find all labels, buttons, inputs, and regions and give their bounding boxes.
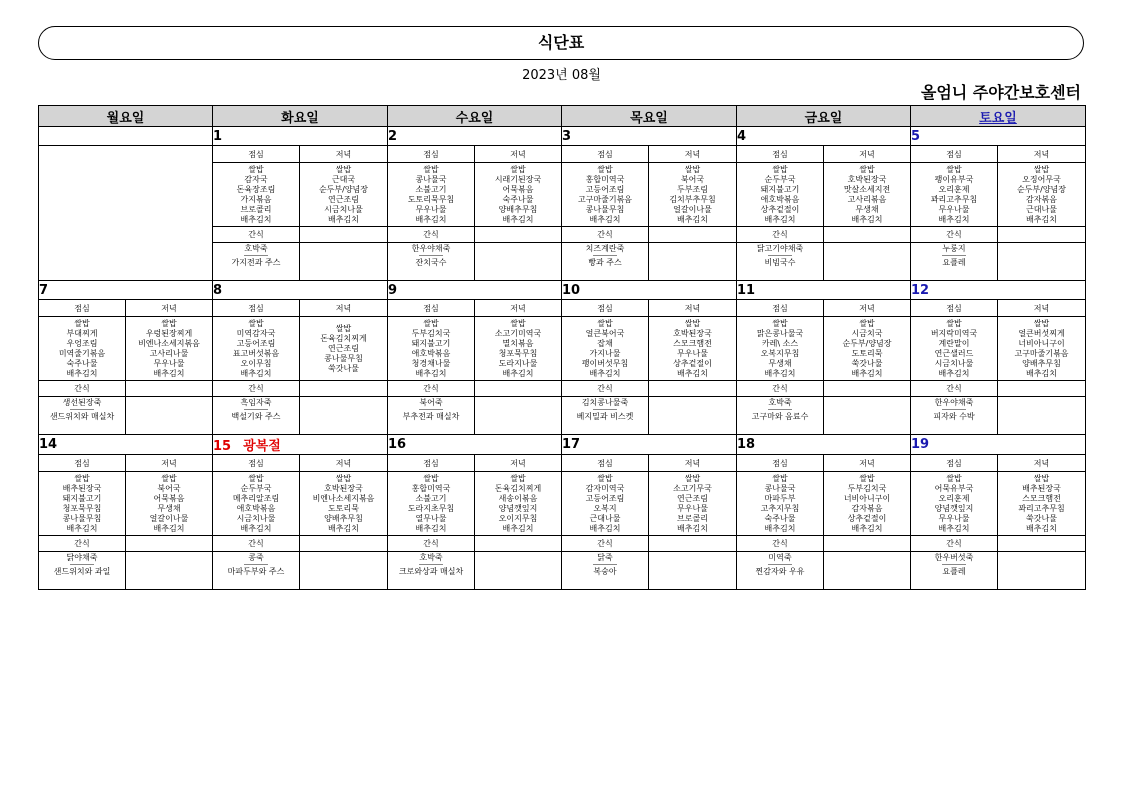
- snack-item-2: 빵과 주스: [588, 258, 622, 267]
- snack-label: 간식: [737, 536, 824, 552]
- snack-label: 간식: [39, 381, 126, 397]
- lunch-label: 점심: [213, 455, 300, 472]
- dinner-menu: 쌀밥 북어국 어묵볶음 무생채 얼갈이나물 배추김치: [126, 472, 213, 536]
- lunch-label: 점심: [213, 300, 300, 317]
- dinner-label: 저녁: [998, 300, 1086, 317]
- date-number: 11: [737, 282, 756, 298]
- date-number: 4: [737, 128, 747, 144]
- dinner-menu: 쌀밥 배추된장국 스모크햄전 꽈리고추무침 쑥갓나물 배추김치: [998, 472, 1086, 536]
- dinner-menu: 쌀밥 호박된장국 스모크햄전 무우나물 상추겉절이 배추김치: [649, 317, 737, 381]
- snack-item-2: 요플레: [942, 567, 966, 576]
- snack-label-blank: [300, 536, 388, 552]
- meal-row: [39, 317, 1086, 381]
- snack-label: 간식: [39, 536, 126, 552]
- snack-item-1: 치즈계란죽: [585, 244, 625, 253]
- weekday-header: 목요일: [562, 106, 737, 127]
- snack-label: 간식: [911, 536, 998, 552]
- dinner-label: 저녁: [300, 300, 388, 317]
- snack-item-2: 크로와상과 매실차: [398, 567, 464, 576]
- dinner-menu: 쌀밥 근대국 순두부/양념장 연근조림 시금치나물 배추김치: [300, 163, 388, 227]
- snack-item-2: 비빔국수: [764, 258, 796, 267]
- snack-item-1: 호박죽: [244, 244, 268, 253]
- date-cell: [39, 127, 213, 146]
- lunch-menu: 쌀밥 미역감자국 고등어조림 표고버섯볶음 오이무침 배추김치: [213, 317, 300, 381]
- snack-blank: [126, 397, 213, 435]
- snack-menu: [911, 552, 998, 590]
- lunch-label: 점심: [39, 300, 126, 317]
- snack-menu: [39, 552, 126, 590]
- menu-table: [38, 105, 1086, 590]
- snack-label-blank: [824, 381, 911, 397]
- date-cell: [562, 435, 737, 455]
- date-number: 1: [213, 128, 223, 144]
- snack-menu: [388, 552, 475, 590]
- date-number: 16: [388, 437, 407, 452]
- snack-label: 간식: [388, 536, 475, 552]
- snack-menu: [911, 397, 998, 435]
- dinner-label: 저녁: [824, 300, 911, 317]
- snack-item-2: 부추전과 매실차: [402, 412, 460, 421]
- snack-blank: [649, 552, 737, 590]
- date-number: 9: [388, 282, 398, 298]
- dinner-label: 저녁: [824, 146, 911, 163]
- dinner-menu: 쌀밥 돈육김치찌게 연근조림 콩나물무침 쑥갓나물: [300, 317, 388, 381]
- snack-item-1: 호박죽: [419, 553, 443, 562]
- lunch-menu: 쌀밥 부대찌게 우엉조림 미역줄기볶음 숙주나물 배추김치: [39, 317, 126, 381]
- snack-label-blank: [649, 381, 737, 397]
- snack-menu: [39, 397, 126, 435]
- snack-label: 간식: [737, 381, 824, 397]
- snack-label-blank: [998, 536, 1086, 552]
- lunch-label: 점심: [388, 146, 475, 163]
- snack-blank: [824, 243, 911, 281]
- date-number: 8: [213, 282, 223, 298]
- weekday-header: 수요일: [388, 106, 562, 127]
- snack-menu: [213, 243, 300, 281]
- weekday-header: 금요일: [737, 106, 911, 127]
- snack-item-2: 복숭아: [593, 567, 617, 576]
- weekday-header-row: [39, 106, 1086, 127]
- weekday-header: 화요일: [213, 106, 388, 127]
- lunch-label: 점심: [911, 300, 998, 317]
- lunch-menu: 쌀밥 버지락미역국 계란말이 연근샐러드 시금치나물 배추김치: [911, 317, 998, 381]
- holiday-label: 광복절: [243, 439, 281, 454]
- snack-item-1: 생선된장죽: [62, 398, 102, 407]
- snack-item-1: 호박죽: [768, 398, 792, 407]
- snack-item-1: 흑임자죽: [240, 398, 272, 407]
- snack-blank: [475, 397, 562, 435]
- snack-label: 간식: [737, 227, 824, 243]
- snack-label-blank: [475, 381, 562, 397]
- lunch-menu: 쌀밥 콩나물국 마파두부 고추지무침 숙주나물 배추김치: [737, 472, 824, 536]
- date-number: 14: [39, 437, 58, 452]
- lunch-label: 점심: [562, 455, 649, 472]
- snack-item-1: 닭야채죽: [66, 553, 98, 562]
- date-cell: [388, 435, 562, 455]
- snack-item-1: 한우야채죽: [934, 398, 974, 407]
- weekday-header: 토요일: [911, 106, 1086, 127]
- meal-label-row: [39, 455, 1086, 472]
- snack-menu: [562, 397, 649, 435]
- dinner-menu: 쌀밥 얼큰버섯찌게 너비아니구이 고구마줄기볶음 양배추무침 배추김치: [998, 317, 1086, 381]
- dinner-menu: 쌀밥 호박된장국 비엔나소세지볶음 도토리묵 양배추무침 배추김치: [300, 472, 388, 536]
- snack-row: [39, 552, 1086, 590]
- empty-cell: [39, 146, 213, 281]
- snack-label-blank: [649, 536, 737, 552]
- date-number: 10: [562, 282, 581, 298]
- snack-item-2: 요플레: [942, 258, 966, 267]
- snack-menu: [737, 243, 824, 281]
- dinner-menu: 쌀밥 소고기무국 연근조림 무우나물 브로콜리 배추김치: [649, 472, 737, 536]
- snack-blank: [649, 243, 737, 281]
- lunch-label: 점심: [737, 300, 824, 317]
- lunch-menu: 쌀밥 배추된장국 돼지불고기 청포묵무침 콩나물무침 배추김치: [39, 472, 126, 536]
- month-label: 2023년 08월: [522, 68, 601, 83]
- dinner-label: 저녁: [649, 455, 737, 472]
- lunch-label: 점심: [388, 455, 475, 472]
- snack-item-1: 한우야채죽: [411, 244, 451, 253]
- lunch-label: 점심: [39, 455, 126, 472]
- page-title: 식단표: [38, 26, 1084, 60]
- lunch-menu: 쌀밥 감자미역국 고등어조림 오복지 근대나물 배추김치: [562, 472, 649, 536]
- snack-item-1: 닭고기야채죽: [756, 244, 804, 253]
- snack-item-2: 고구마와 음료수: [751, 412, 809, 421]
- date-cell: [562, 281, 737, 300]
- dinner-label: 저녁: [998, 146, 1086, 163]
- snack-label-blank: [300, 381, 388, 397]
- lunch-label: 점심: [911, 455, 998, 472]
- snack-menu: [562, 243, 649, 281]
- meal-label-row: [39, 300, 1086, 317]
- snack-item-2: 베지밀과 비스켓: [576, 412, 634, 421]
- lunch-menu: 쌀밥 순두부국 돼지불고기 애호박볶음 상추겉절이 배추김치: [737, 163, 824, 227]
- date-cell: [213, 435, 388, 455]
- date-cell: [911, 281, 1086, 300]
- snack-item-2: 백설기와 주스: [231, 412, 281, 421]
- snack-label-blank: [475, 227, 562, 243]
- snack-menu: [213, 552, 300, 590]
- snack-label: 간식: [213, 227, 300, 243]
- date-number: 12: [911, 282, 930, 298]
- snack-menu: [911, 243, 998, 281]
- date-number: 17: [562, 437, 581, 452]
- dinner-label: 저녁: [649, 300, 737, 317]
- lunch-label: 점심: [911, 146, 998, 163]
- date-cell: [737, 435, 911, 455]
- lunch-label: 점심: [213, 146, 300, 163]
- snack-label-blank: [998, 381, 1086, 397]
- snack-menu: [388, 397, 475, 435]
- snack-blank: [475, 552, 562, 590]
- snack-blank: [300, 552, 388, 590]
- dinner-menu: 쌀밥 북어국 두부조림 김치부추무침 얼갈이나물 배추김치: [649, 163, 737, 227]
- snack-label: 간식: [911, 381, 998, 397]
- dinner-menu: 쌀밥 두부김치국 너비아니구이 감자볶음 상추겉절이 배추김치: [824, 472, 911, 536]
- dinner-label: 저녁: [649, 146, 737, 163]
- dinner-menu: 쌀밥 돈육김치찌게 새송이볶음 양념깻잎지 오이지무침 배추김치: [475, 472, 562, 536]
- snack-row: [39, 397, 1086, 435]
- lunch-menu: 쌀밥 홍합미역국 소불고기 도라지초무침 열무나물 배추김치: [388, 472, 475, 536]
- snack-label-blank: [126, 536, 213, 552]
- snack-item-2: 샌드위치와 매실차: [49, 412, 115, 421]
- snack-label-blank: [998, 227, 1086, 243]
- snack-menu: [737, 397, 824, 435]
- date-row: [39, 435, 1086, 455]
- snack-label: 간식: [911, 227, 998, 243]
- dinner-label: 저녁: [126, 455, 213, 472]
- date-row: [39, 281, 1086, 300]
- snack-item-1: 닭죽: [597, 553, 613, 562]
- snack-label: 간식: [562, 381, 649, 397]
- dinner-menu: 쌀밥 시래기된장국 어묵볶음 숙주나물 양배추무침 배추김치: [475, 163, 562, 227]
- meal-label-row: [39, 146, 1086, 163]
- snack-blank: [998, 552, 1086, 590]
- lunch-menu: 쌀밥 순두부국 메추리알조림 애호박볶음 시금치나물 배추김치: [213, 472, 300, 536]
- weekday-header: 월요일: [39, 106, 213, 127]
- snack-label-row: [39, 536, 1086, 552]
- lunch-label: 점심: [562, 300, 649, 317]
- date-number: 7: [39, 282, 49, 298]
- snack-label: 간식: [213, 536, 300, 552]
- dinner-menu: 쌀밥 호박된장국 맛살소세지전 고사리볶음 무생채 배추김치: [824, 163, 911, 227]
- snack-item-2: 샌드위치와 과일: [53, 567, 111, 576]
- date-cell: [39, 435, 213, 455]
- date-cell: [737, 281, 911, 300]
- date-cell: [213, 281, 388, 300]
- date-cell: [562, 127, 737, 146]
- snack-blank: [998, 243, 1086, 281]
- snack-label: 간식: [562, 536, 649, 552]
- date-cell: [39, 281, 213, 300]
- snack-label: 간식: [213, 381, 300, 397]
- snack-item-1: 누룽지: [942, 244, 966, 253]
- snack-blank: [824, 397, 911, 435]
- date-cell: [388, 127, 562, 146]
- date-number: 5: [911, 128, 921, 144]
- date-cell: [911, 435, 1086, 455]
- dinner-menu: 쌀밥 우렁된장찌게 비엔나소세지볶음 고사리나물 무우나물 배추김치: [126, 317, 213, 381]
- snack-label-blank: [300, 227, 388, 243]
- lunch-label: 점심: [737, 146, 824, 163]
- lunch-menu: 쌀밥 얼큰북어국 잡채 가지나물 팽이버섯무침 배추김치: [562, 317, 649, 381]
- snack-item-1: 한우버섯죽: [934, 553, 974, 562]
- snack-blank: [998, 397, 1086, 435]
- date-cell: [213, 127, 388, 146]
- date-row: [39, 127, 1086, 146]
- lunch-menu: 쌀밥 콩나물국 소불고기 도토리묵무침 무우나물 배추김치: [388, 163, 475, 227]
- snack-item-1: 미역죽: [768, 553, 792, 562]
- dinner-label: 저녁: [475, 300, 562, 317]
- center-name: 올엄니 주야간보호센터: [920, 83, 1081, 102]
- dinner-label: 저녁: [126, 300, 213, 317]
- snack-blank: [300, 243, 388, 281]
- lunch-menu: 쌀밥 팽이유부국 오리훈제 꽈리고추무침 무우나물 배추김치: [911, 163, 998, 227]
- snack-label-blank: [649, 227, 737, 243]
- date-number: 19: [911, 437, 930, 452]
- dinner-label: 저녁: [998, 455, 1086, 472]
- snack-blank: [475, 243, 562, 281]
- snack-label-blank: [824, 227, 911, 243]
- lunch-menu: 쌀밥 감자국 돈육장조림 가지볶음 브로콜리 배추김치: [213, 163, 300, 227]
- snack-item-1: 북어죽: [419, 398, 443, 407]
- date-cell: [388, 281, 562, 300]
- lunch-menu: 쌀밥 어묵유부국 오리훈제 양념깻잎지 무우나물 배추김치: [911, 472, 998, 536]
- snack-blank: [126, 552, 213, 590]
- dinner-label: 저녁: [300, 455, 388, 472]
- snack-label: 간식: [388, 381, 475, 397]
- snack-menu: [737, 552, 824, 590]
- date-number: 15: [213, 439, 232, 454]
- snack-item-1: 김치콩나물죽: [581, 398, 629, 407]
- date-cell: [911, 127, 1086, 146]
- snack-menu: [213, 397, 300, 435]
- dinner-menu: 쌀밥 시금치국 순두부/양념장 도토리묵 쑥갓나물 배추김치: [824, 317, 911, 381]
- lunch-label: 점심: [562, 146, 649, 163]
- snack-menu: [562, 552, 649, 590]
- date-cell: [737, 127, 911, 146]
- snack-menu: [388, 243, 475, 281]
- dinner-label: 저녁: [475, 146, 562, 163]
- lunch-menu: 쌀밥 홍합미역국 고등어조림 고구마줄기볶음 콩나물무침 배추김치: [562, 163, 649, 227]
- snack-item-2: 마파두부와 주스: [227, 567, 285, 576]
- snack-label: 간식: [388, 227, 475, 243]
- lunch-label: 점심: [737, 455, 824, 472]
- dinner-label: 저녁: [475, 455, 562, 472]
- meal-row: [39, 472, 1086, 536]
- lunch-menu: 쌀밥 두부김치국 돼지불고기 애호박볶음 청경채나물 배추김치: [388, 317, 475, 381]
- snack-blank: [649, 397, 737, 435]
- date-number: 18: [737, 437, 756, 452]
- dinner-label: 저녁: [824, 455, 911, 472]
- snack-blank: [300, 397, 388, 435]
- snack-label-blank: [824, 536, 911, 552]
- dinner-label: 저녁: [300, 146, 388, 163]
- lunch-menu: 쌀밥 맑은콩나물국 카레\ 소스 오복지무침 무생채 배추김치: [737, 317, 824, 381]
- date-number: 2: [388, 128, 398, 144]
- snack-label-blank: [126, 381, 213, 397]
- snack-label-blank: [475, 536, 562, 552]
- snack-item-2: 잔치국수: [415, 258, 447, 267]
- snack-item-2: 가지전과 주스: [231, 258, 281, 267]
- snack-item-2: 찐감자와 우유: [755, 567, 805, 576]
- lunch-label: 점심: [388, 300, 475, 317]
- date-number: 3: [562, 128, 572, 144]
- snack-item-1: 콩죽: [248, 553, 264, 562]
- snack-item-2: 피자와 수박: [933, 412, 975, 421]
- dinner-menu: 쌀밥 오징어무국 순두부/양념장 감자볶음 근대나물 배추김치: [998, 163, 1086, 227]
- snack-label: 간식: [562, 227, 649, 243]
- dinner-menu: 쌀밥 소고기미역국 멸치볶음 청포묵무침 도라지나물 배추김치: [475, 317, 562, 381]
- snack-blank: [824, 552, 911, 590]
- snack-label-row: [39, 381, 1086, 397]
